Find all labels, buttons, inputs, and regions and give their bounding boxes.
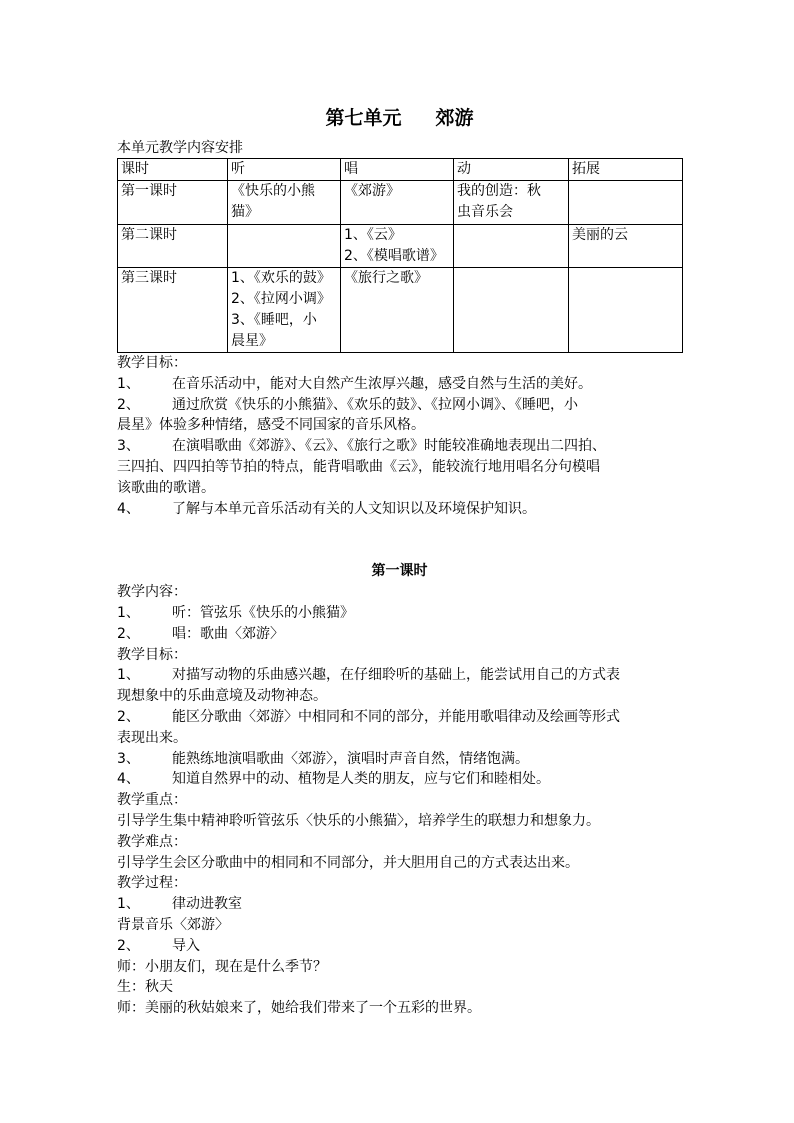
cell-extend [569,225,683,268]
item-number: 3、 [117,438,140,455]
item-text: 在演唱歌曲《郊游》、《云》、《旅行之歌》时能较准确地表现出二四拍、 [172,438,606,455]
unit-number: 第七单元 [325,107,402,129]
difficulty-heading: 教学难点： [117,833,187,850]
dialogue-line: 师：美丽的秋姑娘来了，她给我们带来了一个五彩的世界。 [117,1000,481,1017]
cell-sing [341,225,454,268]
item-text: 听：管弦乐《快乐的小熊猫》 [172,604,354,621]
item-text: 唱：歌曲〈郊游〉 [172,625,284,642]
item-continuation: 晨星》体验多种情绪，感受不同国家的音乐风格。 [117,417,425,434]
key-point-text: 引导学生集中精神聆听管弦乐〈快乐的小熊猫〉，培养学生的联想力和想象力。 [117,812,600,829]
difficulty-text: 引导学生会区分歌曲中的相同和不同部分，并大胆用自己的方式表达出来。 [117,854,579,871]
item-number: 4、 [117,500,140,517]
dialogue-line: 师：小朋友们，现在是什么季节？ [117,958,327,975]
item-continuation: 该歌曲的歌谱。 [117,479,215,496]
background-music: 背景音乐〈郊游〉 [117,916,229,933]
header-cell-move: 动 [454,159,569,181]
item-number: 1、 [117,896,140,913]
cell-listen [228,268,341,353]
item-number: 2、 [117,625,140,642]
unit-goals-heading: 教学目标： [117,355,187,371]
cell-line: 1、《欢乐的鼓》 [231,270,331,286]
item-number: 1、 [117,604,140,621]
table-header-row [118,159,683,181]
cell-move [454,268,569,353]
cell-line: 3、《睡吧，小 [231,312,317,328]
cell-line: 美丽的云 [572,227,628,243]
header-cell-listen: 听 [228,159,341,181]
schedule-caption: 本单元教学内容安排 [117,140,243,156]
process-step [117,936,682,957]
cell-sing [341,181,454,225]
item-text: 知道自然界中的动、植物是人类的朋友，应与它们和睦相处。 [172,771,550,788]
item-continuation: 现想象中的乐曲意境及动物神态。 [117,688,327,705]
unit-goal-item [117,374,682,395]
item-number: 3、 [117,750,140,767]
goal-item [117,665,682,686]
cell-lesson: 第三课时 [118,268,228,353]
unit-goal-item [117,499,682,520]
cell-listen [228,225,341,268]
unit-goal-item [117,436,682,457]
table-row [118,225,683,268]
cell-extend [569,268,683,353]
cell-line: 我的创造：秋 [457,183,541,199]
cell-line: 晨星》 [231,333,273,349]
table-row [118,268,683,353]
process-step [117,894,682,915]
lesson-title: 第一课时 [371,563,428,580]
content-item [117,624,682,645]
item-text: 能熟练地演唱歌曲〈郊游〉，演唱时声音自然，情绪饱满。 [172,750,529,767]
cell-line: 猫》 [231,204,259,220]
item-text: 律动进教室 [172,896,242,913]
section-spacer [117,519,682,561]
item-number: 2、 [117,708,140,725]
unit-title [117,106,682,130]
goals-heading: 教学目标： [117,646,187,663]
item-number: 1、 [117,375,140,392]
schedule-table [117,158,683,353]
cell-line: 1、《云》 [344,227,402,243]
item-text: 导入 [172,937,200,954]
cell-line: 虫音乐会 [457,204,513,220]
cell-lesson: 第一课时 [118,181,228,225]
item-number: 1、 [117,667,140,684]
item-number: 2、 [117,396,140,413]
cell-lesson: 第二课时 [118,225,228,268]
unit-topic: 郊游 [435,107,474,129]
goal-item [117,749,682,770]
item-number: 4、 [117,771,140,788]
item-number: 2、 [117,937,140,954]
cell-listen [228,181,341,225]
cell-sing [341,268,454,353]
process-heading: 教学过程： [117,875,187,892]
item-continuation: 表现出来。 [117,729,187,746]
cell-line: 《旅行之歌》 [344,270,428,286]
item-text: 对描写动物的乐曲感兴趣，在仔细聆听的基础上，能尝试用自己的方式表 [172,667,620,684]
header-cell-extend: 拓展 [569,159,683,181]
unit-goal-item [117,395,682,416]
header-cell-sing: 唱 [341,159,454,181]
table-row [118,181,683,225]
content-item [117,603,682,624]
header-cell-lesson: 课时 [118,159,228,181]
item-text: 在音乐活动中，能对大自然产生浓厚兴趣，感受自然与生活的美好。 [172,375,592,392]
dialogue-line: 生：秋天 [117,979,173,996]
item-text: 通过欣赏《快乐的小熊猫》、《欢乐的鼓》、《拉网小调》、《睡吧，小 [172,396,578,413]
item-text: 能区分歌曲〈郊游〉中相同和不同的部分，并能用歌唱律动及绘画等形式 [172,708,620,725]
cell-line: 2、《模唱歌谱》 [344,248,444,264]
cell-line: 《郊游》 [344,183,400,199]
document-body [117,353,682,1019]
goal-item [117,769,682,790]
cell-move [454,181,569,225]
cell-move [454,225,569,268]
content-heading: 教学内容： [117,584,187,601]
cell-line: 2、《拉网小调》 [231,291,331,307]
cell-extend [569,181,683,225]
item-continuation: 三四拍、四四拍等节拍的特点，能背唱歌曲《云》，能较流行地用唱名分句模唱 [117,458,600,475]
key-point-heading: 教学重点： [117,792,187,809]
item-text: 了解与本单元音乐活动有关的人文知识以及环境保护知识。 [172,500,536,517]
goal-item [117,707,682,728]
cell-line: 《快乐的小熊 [231,183,315,199]
